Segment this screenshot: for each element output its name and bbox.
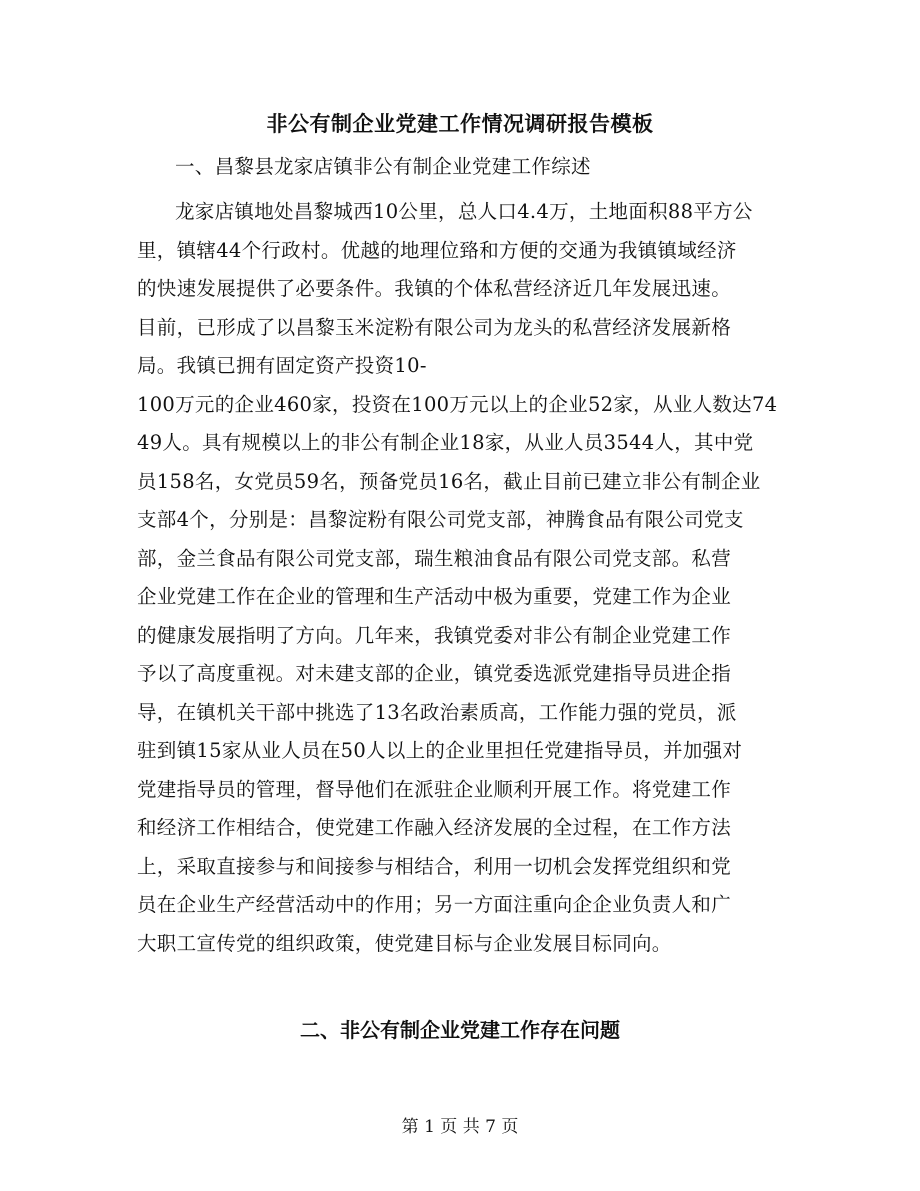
- section1-heading: 一、昌黎县龙家店镇非公有制企业党建工作综述: [175, 155, 591, 178]
- paragraph-line: 予以了高度重视。对未建支部的企业，镇党委选派党建指导员进企指: [137, 662, 732, 685]
- paragraph-line: 100万元的企业460家，投资在100万元以上的企业52家，从业人数达74: [137, 392, 778, 416]
- paragraph-line: 的快速发展提供了必要条件。我镇的个体私营经济近几年发展迅速。: [137, 277, 732, 300]
- paragraph-line: 部，金兰食品有限公司党支部，瑞生粮油食品有限公司党支部。私营: [137, 546, 732, 570]
- paragraph-line: 里，镇辖44个行政村。优越的地理位臵和方便的交通为我镇镇域经济: [137, 238, 737, 262]
- paragraph-line: 目前，已形成了以昌黎玉米淀粉有限公司为龙头的私营经济发展新格: [137, 315, 732, 339]
- paragraph-line: 党建指导员的管理，督导他们在派驻企业顺利开展工作。将党建工作: [137, 777, 732, 801]
- paragraph-line: 局。我镇已拥有固定资产投资10-: [137, 354, 427, 377]
- paragraph-line: 上，采取直接参与和间接参与相结合，利用一切机会发挥党组织和党: [137, 854, 732, 878]
- paragraph-line: 大职工宣传党的组织政策，使党建目标与企业发展目标同向。: [137, 931, 672, 955]
- paragraph-line: 和经济工作相结合，使党建工作融入经济发展的全过程，在工作方法: [137, 816, 732, 839]
- paragraph-line: 支部4个，分别是：昌黎淀粉有限公司党支部，神腾食品有限公司党支: [137, 508, 744, 531]
- paragraph-line: 企业党建工作在企业的管理和生产活动中极为重要，党建工作为企业: [137, 585, 732, 608]
- paragraph-line: 员在企业生产经营活动中的作用；另一方面注重向企企业负责人和广: [137, 893, 732, 916]
- page-footer: 第 1 页 共 7 页: [401, 1117, 519, 1137]
- paragraph-line: 49人。具有规模以上的非公有制企业18家，从业人员3544人，其中党: [137, 431, 754, 454]
- paragraph-line: 龙家店镇地处昌黎城西10公里，总人口4.4万，土地面积88平方公: [175, 200, 753, 223]
- paragraph-line: 驻到镇15家从业人员在50人以上的企业里担任党建指导员，并加强对: [137, 739, 743, 762]
- paragraph-line: 员158名，女党员59名，预备党员16名，截止目前已建立非公有制企业: [137, 469, 761, 493]
- document-title: 非公有制企业党建工作情况调研报告模板: [266, 111, 654, 136]
- paragraph-line: 的健康发展指明了方向。几年来，我镇党委对非公有制企业党建工作: [137, 623, 732, 647]
- paragraph-line: 导，在镇机关干部中挑选了13名政治素质高，工作能力强的党员，派: [137, 700, 737, 724]
- section2-heading: 二、非公有制企业党建工作存在问题: [300, 1018, 620, 1042]
